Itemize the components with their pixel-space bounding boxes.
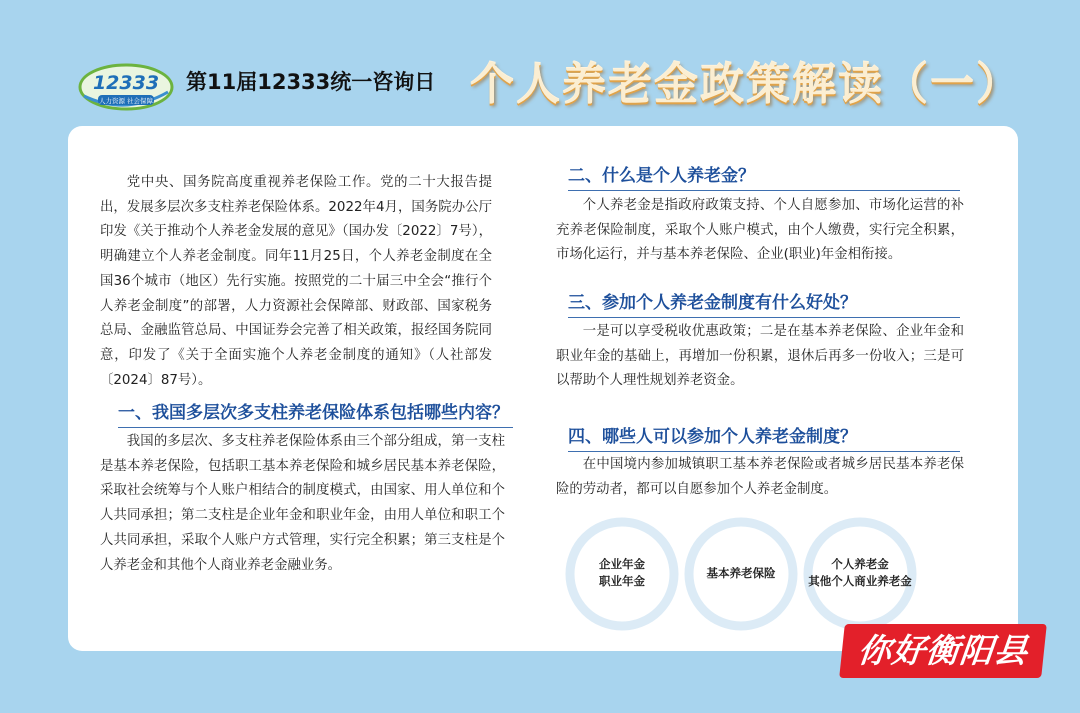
section-2-heading: 二、什么是个人养老金？ — [568, 161, 960, 191]
pillar-1-line1: 企业年金 — [599, 557, 645, 571]
pillar-1-line2: 职业年金 — [599, 574, 645, 588]
main-title: 个人养老金政策解读（一） — [470, 59, 1022, 110]
section-3-heading: 三、参加个人养老金制度有什么好处？ — [568, 288, 960, 318]
logo-tagline: 人力资源 社会保障 — [98, 97, 154, 105]
12333-logo — [78, 62, 174, 112]
pillar-2-label — [691, 565, 791, 582]
section-1-body: 我国的多层次、多支柱养老保险体系由三个部分组成，第一支柱是基本养老保险，包括职工基本养老保险和城乡居民基本养老保险，采取社会统筹与个人账户相结合的制度模式，由国家、用人单位和个人共同承担；第二支柱是企业年金和职业年金，由用人单位和职工个人共同承担，采取个人账户方式管理，实行完全积累；第三支柱是个人养老金和其他个人商业养老金融业务。 — [100, 434, 505, 573]
section-2-body: 个人养老金是指政府政策支持、个人自愿参加、市场化运营的补充养老保险制度，采取个人账户模式，由个人缴费，实行完全积累，市场化运行，并与基本养老保险、企业(职业)年金相衔接。 — [556, 198, 964, 263]
pillar-2-line1: 基本养老保险 — [706, 566, 776, 580]
section-4-body: 在中国境内参加城镇职工基本养老保险或者城乡居民基本养老保险的劳动者，都可以自愿参加个人养老金制度。 — [556, 457, 964, 497]
pillar-1-label — [572, 556, 672, 590]
event-title: 第11届12333统一咨询日 — [186, 70, 436, 94]
watermark-stamp: 你好衡阳县 — [839, 624, 1047, 678]
pillar-3-line2: 其他个人商业养老金 — [808, 574, 912, 588]
section-3-body: 一是可以享受税收优惠政策；二是在基本养老保险、企业年金和职业年金的基础上，再增加一份积累，退休后再多一份收入；三是可以帮助个人理性规划养老资金。 — [556, 324, 964, 389]
pillar-3-label — [800, 556, 920, 590]
pillar-3-line1: 个人养老金 — [831, 557, 889, 571]
logo-number: 12333 — [92, 72, 160, 94]
intro-paragraph: 党中央、国务院高度重视养老保险工作。党的二十大报告提出，发展多层次多支柱养老保险体系。2022年4月，国务院办公厅印发《关于推动个人养老金发展的意见》（国办发〔2022〕7号），明确建立个人养老金制度。同年11月25日，个人养老金制度在全国36个城市（地区）先行实施。按照党的二十届三中全会“推行个人养老金制度”的部署，人力资源社会保障部、财政部、国家税务总局、金融监管总局、中国证券会完善了相关政策，报经国务院同意，印发了《关于全面实施个人养老金制度的通知》（人社部发〔2024〕87号）。 — [100, 175, 492, 388]
section-1-heading: 一、我国多层次多支柱养老保险体系包括哪些内容？ — [118, 398, 513, 428]
section-4-heading: 四、哪些人可以参加个人养老金制度？ — [568, 422, 960, 452]
